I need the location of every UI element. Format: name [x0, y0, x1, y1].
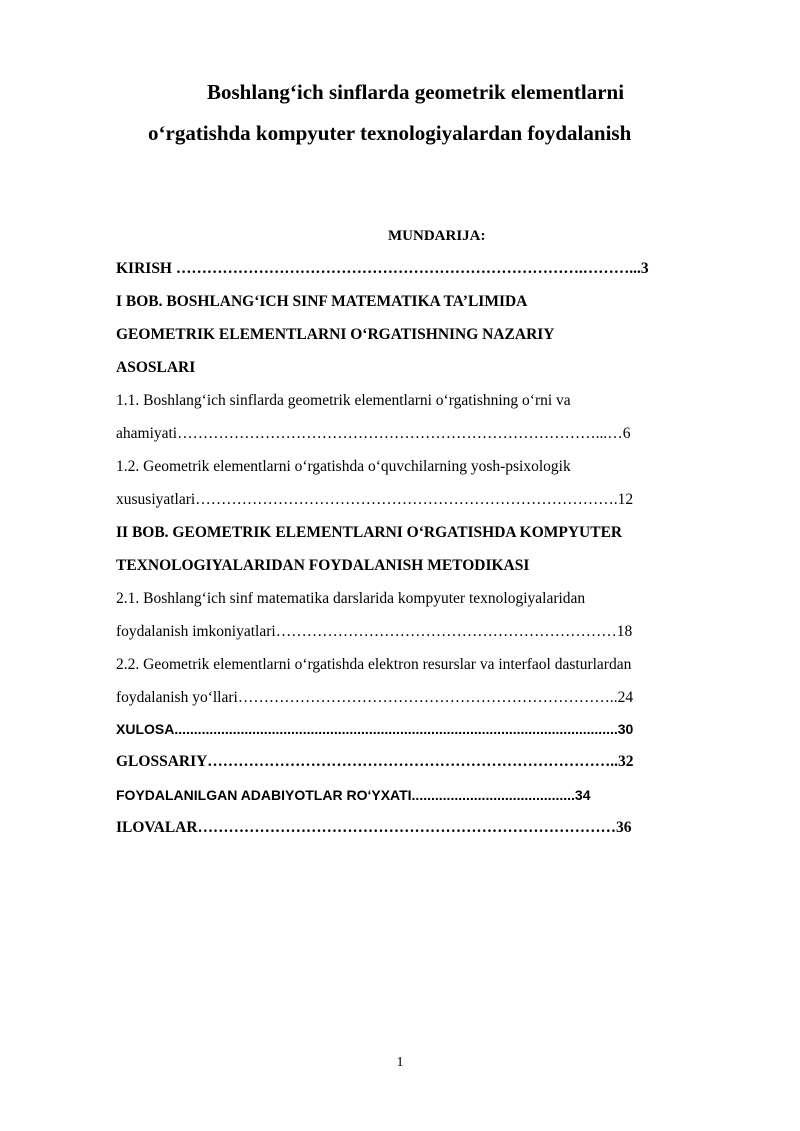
toc-chapter-2-line-2: TEXNOLOGIYALARIDAN FOYDALANISH METODIKASI — [116, 557, 530, 574]
toc-section-1-1-line-1: 1.1. Boshlang‘ich sinflarda geometrik elementlarni o‘rgatishning o‘rni va — [116, 392, 571, 409]
toc-chapter-2-line-1: II BOB. GEOMETRIK ELEMENTLARNI O‘RGATISHDA KOMPYUTER — [116, 524, 623, 541]
toc-chapter-1-line-2: GEOMETRIK ELEMENTLARNI O‘RGATISHNING NAZARIY — [116, 326, 555, 343]
toc-section-1-1-line-2: ahamiyati………………………………………………………………………...…6 — [116, 425, 631, 442]
toc-section-2-1-line-2: foydalanish imkoniyatlari…………………………………………………………18 — [116, 623, 633, 640]
document-title-line-1: Boshlang‘ich sinflarda geometrik elementlarni — [207, 80, 625, 104]
toc-chapter-1-line-1: I BOB. BOSHLANG‘ICH SINF MATEMATIKA TA’LIMIDA — [116, 293, 528, 310]
toc-section-2-1-line-1: 2.1. Boshlang‘ich sinf matematika darslarida kompyuter texnologiyalaridan — [116, 590, 586, 607]
toc-section-1-2-line-2: xususiyatlari……………………………………………………………………….12 — [116, 491, 634, 508]
toc-entry-adabiyotlar: FOYDALANILGAN ADABIYOTLAR RO‘YXATI..........................................34 — [116, 787, 591, 803]
toc-entry-kirish: KIRISH …………………………………………………………………….………...3 — [116, 260, 649, 277]
toc-chapter-1-line-3: ASOSLARI — [116, 359, 196, 376]
toc-entry-xulosa: XULOSA..................................................................................................................30 — [116, 721, 634, 737]
toc-heading: MUNDARIJA: — [388, 228, 486, 244]
page-number: 1 — [396, 1055, 404, 1070]
document-title-line-2: o‘rgatishda kompyuter texnologiyalardan foydalanish — [148, 121, 632, 145]
toc-section-1-2-line-1: 1.2. Geometrik elementlarni o‘rgatishda o‘quvchilarning yosh-psixologik — [116, 458, 571, 475]
toc-section-2-2-line-2: foydalanish yo‘llari………………………………………………………………..24 — [116, 689, 634, 706]
toc-section-2-2-line-1: 2.2. Geometrik elementlarni o‘rgatishda elektron resurslar va interfaol dasturlardan — [116, 656, 632, 673]
toc-entry-glossariy: GLOSSARIY……………………………………………………………………..32 — [116, 753, 634, 770]
toc-entry-ilovalar: ILOVALAR………………………………………………………………………36 — [116, 819, 632, 836]
